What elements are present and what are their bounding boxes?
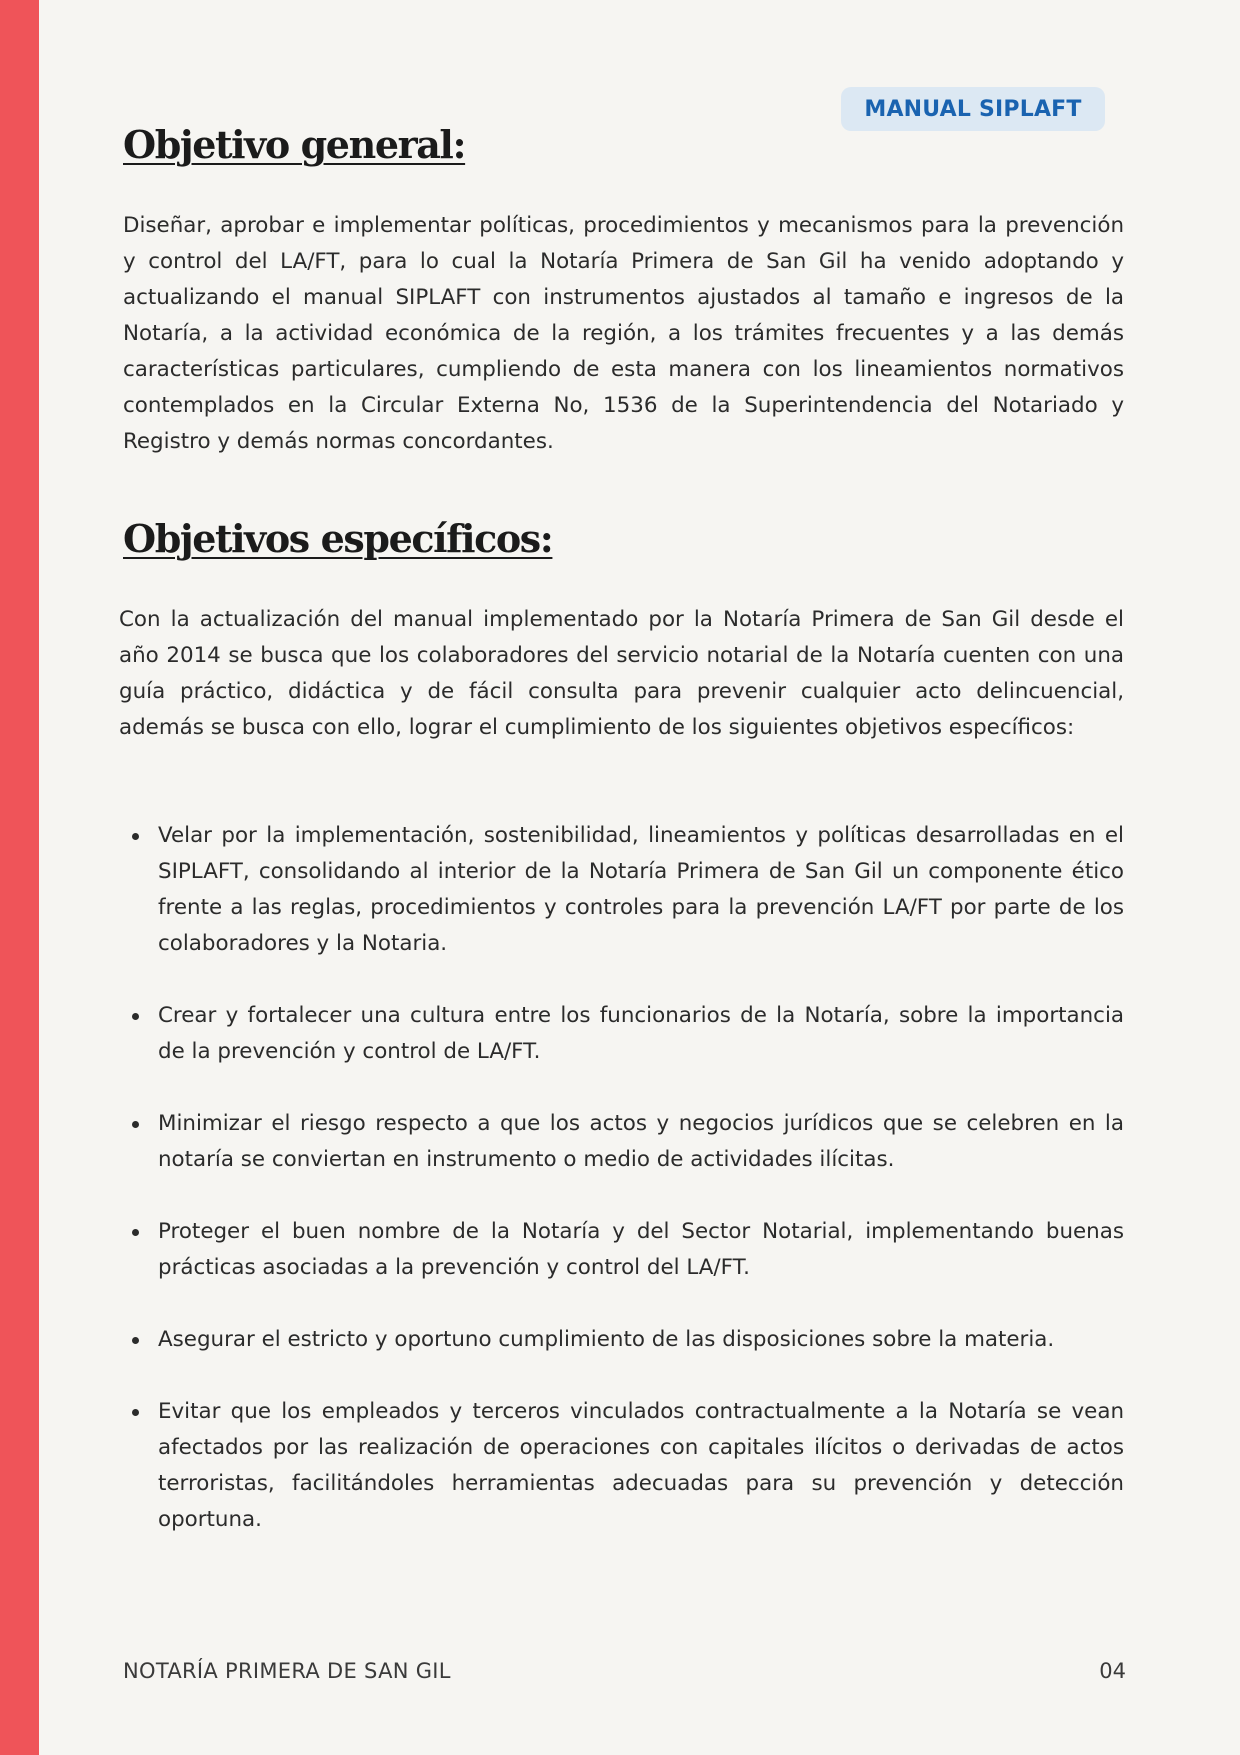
heading-objetivo-general: Objetivo general: xyxy=(123,122,466,167)
list-item xyxy=(158,1322,1124,1358)
list-item-text: Evitar que los empleados y terceros vinculados contractualmente a la Notaría se vean afectados por las realización de operaciones con capitales ilícitos o derivadas de actos terroristas, facilitándoles herramientas adecuadas para su prevención y detección oportuna. xyxy=(158,1399,1124,1532)
list-item-text: Minimizar el riesgo respecto a que los actos y negocios jurídicos que se celebren en la notaría se conviertan en instrumento o medio de actividades ilícitas. xyxy=(158,1111,1124,1172)
list-item xyxy=(158,1394,1124,1538)
footer-organization: NOTARÍA PRIMERA DE SAN GIL xyxy=(123,1659,451,1683)
decorative-side-bar xyxy=(0,0,39,1755)
bullet-icon xyxy=(132,1409,139,1416)
bullet-icon xyxy=(132,1121,139,1128)
list-item xyxy=(158,1106,1124,1178)
heading-objetivos-especificos: Objetivos específicos: xyxy=(123,516,553,561)
list-item-text: Velar por la implementación, sostenibilidad, lineamientos y políticas desarrolladas en el SIPLAFT, consolidando al interior de la Notaría Primera de San Gil un componente ético frente a las reglas, procedimientos y controles para la prevención LA/FT por parte de los colaboradores y la Notaria. xyxy=(158,823,1124,956)
paragraph-objetivo-general: Diseñar, aprobar e implementar políticas, procedimientos y mecanismos para la prevención y control del LA/FT, para lo cual la Notaría Primera de San Gil ha venido adoptando y actualizando el manual SIPLAFT con instrumentos ajustados al tamaño e ingresos de la Notaría, a la actividad económica de la región, a los trámites frecuentes y a las demás características particulares, cumpliendo de esta manera con los lineamientos normativos contemplados en la Circular Externa No, 1536 de la Superintendencia del Notariado y Registro y demás normas concordantes. xyxy=(123,213,1124,454)
manual-badge: MANUAL SIPLAFT xyxy=(841,87,1105,131)
list-item xyxy=(158,998,1124,1070)
paragraph-objetivos-intro: Con la actualización del manual implementado por la Notaría Primera de San Gil desde el año 2014 se busca que los colaboradores del servicio notarial de la Notaría cuenten con una guía práctico, didáctica y de fácil consulta para prevenir cualquier acto delincuencial, además se busca con ello, lograr el cumplimiento de los siguientes objetivos específicos: xyxy=(119,607,1124,740)
list-item xyxy=(158,818,1124,962)
list-item-text: Asegurar el estricto y oportuno cumplimiento de las disposiciones sobre la materia. xyxy=(158,1327,1055,1352)
list-item-text: Crear y fortalecer una cultura entre los funcionarios de la Notaría, sobre la importancia de la prevención y control de LA/FT. xyxy=(158,1003,1124,1064)
page-number: 04 xyxy=(1099,1659,1126,1683)
bullet-icon xyxy=(132,833,139,840)
list-item-text: Proteger el buen nombre de la Notaría y del Sector Notarial, implementando buenas prácticas asociadas a la prevención y control del LA/FT. xyxy=(158,1219,1124,1280)
bullet-icon xyxy=(132,1013,139,1020)
bullet-icon xyxy=(132,1337,139,1344)
list-item xyxy=(158,1214,1124,1286)
objectives-list xyxy=(158,818,1124,1574)
bullet-icon xyxy=(132,1229,139,1236)
